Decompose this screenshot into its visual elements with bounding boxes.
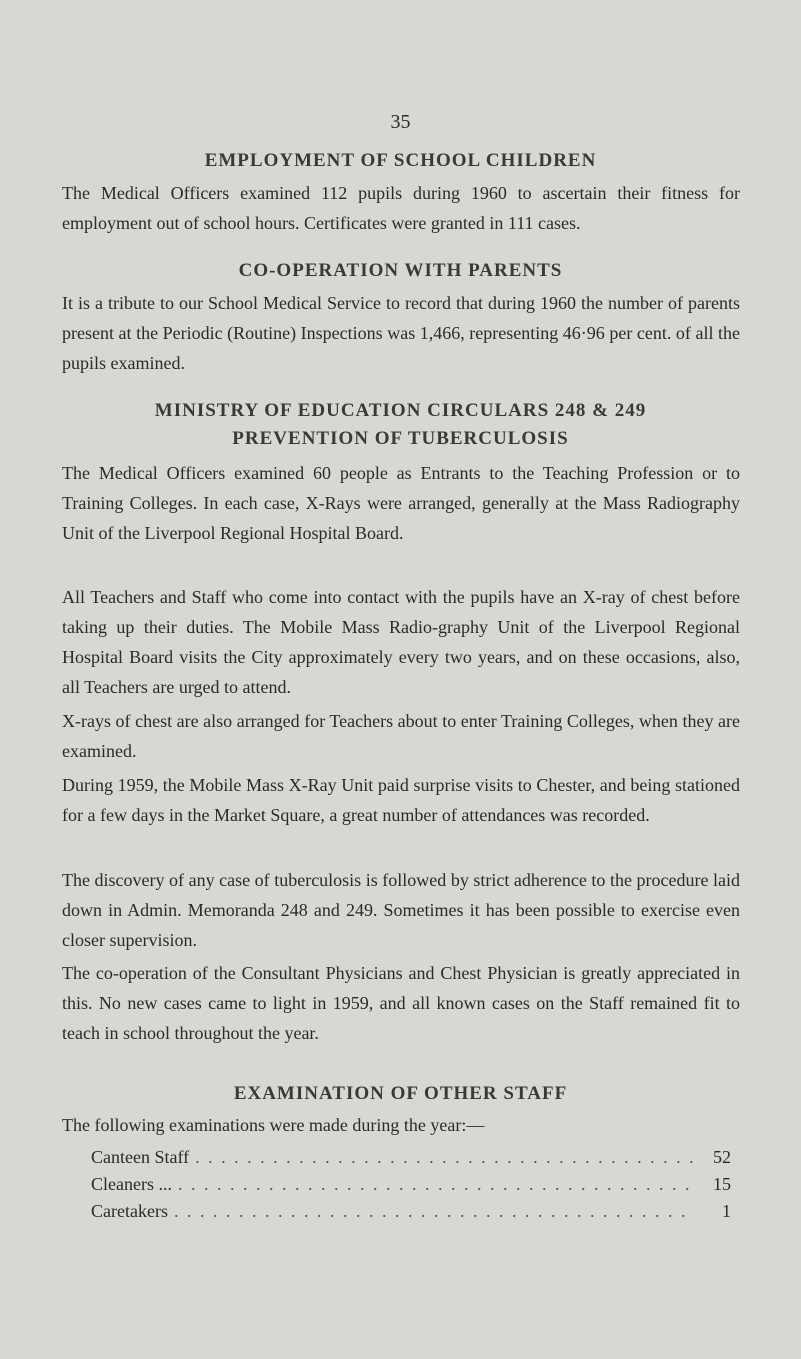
list-item-value: 52 — [713, 1147, 731, 1167]
heading-ministry-circulars: MINISTRY OF EDUCATION CIRCULARS 248 & 249 — [154, 400, 647, 421]
heading-prevention-tuberculosis: PREVENTION OF TUBERCULOSIS — [232, 428, 569, 449]
paragraph-discovery: The discovery of any case of tuberculosis is followed by strict adherence to the procedure laid down in Admin. Memoranda 248 and 249. Sometimes it has been possible to exercise even closer supervision. — [62, 870, 740, 950]
list-item — [91, 1147, 731, 1174]
paragraph-training-colleges: X-rays of chest are also arranged for Teachers about to enter Training Colleges, when they are examined. — [62, 711, 740, 761]
leader-dots — [178, 1174, 693, 1195]
heading-examination-staff: EXAMINATION OF OTHER STAFF — [233, 1083, 568, 1104]
paragraph-examination-intro: The following examinations were made during the year:— — [62, 1115, 485, 1135]
paragraph-mobile-unit: During 1959, the Mobile Mass X-Ray Unit paid surprise visits to Chester, and being stationed for a few days in the Market Square, a great number of attendances was recorded. — [62, 775, 740, 825]
list-item-label: Caretakers — [91, 1201, 168, 1221]
paragraph-employment: The Medical Officers examined 112 pupils during 1960 to ascertain their fitness for employment out of school hours. Certificates were granted in 111 cases. — [62, 183, 740, 233]
paragraph-teachers-xray: All Teachers and Staff who come into contact with the pupils have an X-ray of chest before taking up their duties. The Mobile Mass Radio-graphy Unit of the Liverpool Regional Hospital Board visits the City approximately every two years, and on these occasions, also, all Teachers are urged to attend. — [62, 587, 740, 697]
examination-list — [91, 1147, 731, 1228]
list-item — [91, 1201, 731, 1228]
heading-cooperation: CO-OPERATION WITH PARENTS — [238, 260, 563, 281]
leader-dots — [174, 1201, 693, 1222]
list-item-value: 1 — [722, 1201, 731, 1221]
list-item-value: 15 — [713, 1174, 731, 1194]
heading-employment: EMPLOYMENT OF SCHOOL CHILDREN — [204, 150, 597, 171]
list-item — [91, 1174, 731, 1201]
paragraph-consultants: The co-operation of the Consultant Physicians and Chest Physician is greatly appreciated in this. No new cases came to light in 1959, and all known cases on the Staff remained fit to teach in school throughout the year. — [62, 963, 740, 1043]
list-item-label: Canteen Staff — [91, 1147, 190, 1167]
page-number: 35 — [390, 111, 411, 133]
paragraph-entrants: The Medical Officers examined 60 people as Entrants to the Teaching Profession or to Training Colleges. In each case, X-Rays were arranged, generally at the Mass Radiography Unit of the Liverpool Regional Hospital Board. — [62, 463, 740, 543]
paragraph-cooperation: It is a tribute to our School Medical Service to record that during 1960 the number of parents present at the Periodic (Routine) Inspections was 1,466, representing 46·96 per cent. of all the pupils examined. — [62, 293, 740, 373]
leader-dots — [195, 1147, 693, 1168]
list-item-label: Cleaners ... — [91, 1174, 172, 1194]
